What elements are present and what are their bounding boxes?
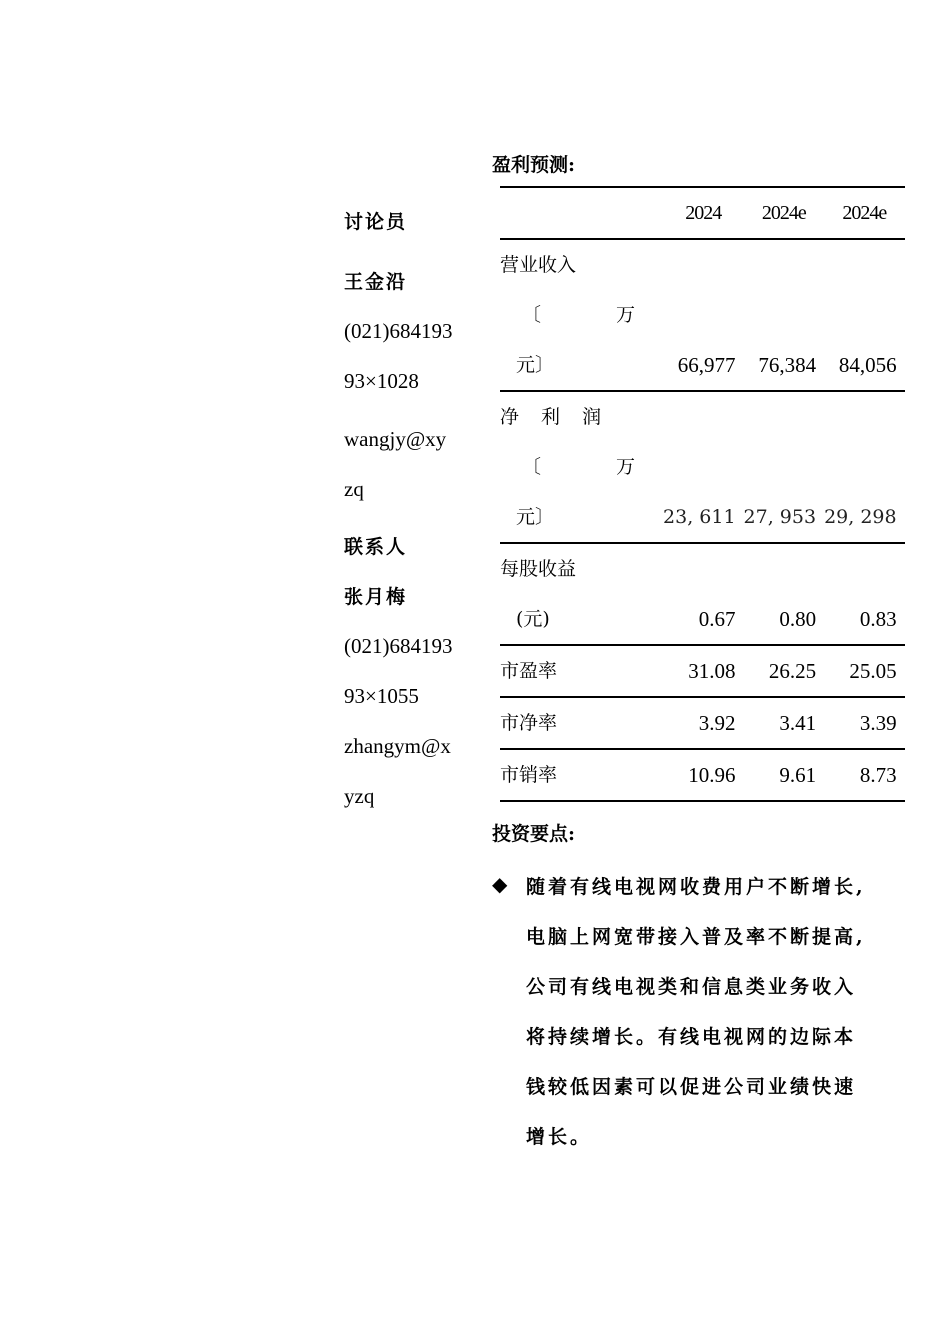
table-cell: 29, 298 xyxy=(824,506,897,528)
row-label xyxy=(500,239,663,391)
table-cell: 3.41 xyxy=(779,711,817,735)
row-label xyxy=(500,749,663,801)
table-header-row xyxy=(500,187,905,239)
row-label-line: (元) xyxy=(516,608,550,630)
table-cell: 10.96 xyxy=(688,763,736,787)
row-label xyxy=(500,391,663,543)
table-cell: 84,056 xyxy=(838,353,897,377)
diamond-bullet-icon: ◆ xyxy=(492,872,508,896)
table-row-ps xyxy=(500,749,905,801)
row-label xyxy=(500,645,663,697)
forecast-title: 盈利预测: xyxy=(492,154,576,176)
header-cell-year: 2024e xyxy=(824,187,905,239)
row-label-line: 营业收入 xyxy=(500,254,577,276)
row-label xyxy=(500,543,663,645)
table-row-revenue xyxy=(500,239,905,391)
row-label-line: 市盈率 xyxy=(500,660,558,682)
table-cell: 27, 953 xyxy=(743,506,817,528)
paragraph-line: 将持续增长。有线电视网的边际本 xyxy=(526,1026,857,1048)
table-cell: 23, 611 xyxy=(663,506,736,528)
contact-email-line-2: yzq xyxy=(344,784,375,808)
header-cell-label xyxy=(500,187,663,239)
table-cell: 0.83 xyxy=(859,607,897,631)
table-cell: 0.80 xyxy=(779,607,817,631)
row-label-line: 〔 万 xyxy=(522,304,664,326)
row-label-line: 元〕 xyxy=(516,354,555,376)
table-cell: 31.08 xyxy=(688,659,736,683)
row-label-line: 每股收益 xyxy=(500,558,577,580)
discussant-email-line-2: zq xyxy=(344,477,364,501)
table-cell: 66,977 xyxy=(677,353,736,377)
header-cell-year: 2024 xyxy=(663,187,744,239)
table-cell: 9.61 xyxy=(779,763,817,787)
table-cell: 3.92 xyxy=(698,711,736,735)
discussant-phone-line-2: 93×1028 xyxy=(344,369,419,393)
table-cell: 0.67 xyxy=(698,607,736,631)
table-cell: 25.05 xyxy=(849,659,897,683)
paragraph-line: 钱较低因素可以促进公司业绩快速 xyxy=(526,1076,857,1098)
paragraph-line: 增长。 xyxy=(526,1126,593,1148)
row-label-line: 净 利 润 xyxy=(500,406,610,428)
row-label-line: 〔 万 xyxy=(522,456,664,478)
header-cell-year: 2024e xyxy=(744,187,825,239)
row-label-line: 元〕 xyxy=(516,506,555,528)
investment-title: 投资要点: xyxy=(492,823,576,845)
contact-name: 张月梅 xyxy=(344,586,408,608)
discussant-name: 王金沿 xyxy=(344,271,408,293)
contact-heading: 联系人 xyxy=(344,536,408,558)
contact-phone-line-1: (021)684193 xyxy=(344,634,453,658)
discussant-email-line-1: wangjy@xy xyxy=(344,427,447,451)
table-cell: 26.25 xyxy=(768,659,817,683)
table-cell: 76,384 xyxy=(758,353,817,377)
paragraph-line: 电脑上网宽带接入普及率不断提高, xyxy=(526,926,866,948)
table-cell: 8.73 xyxy=(859,763,897,787)
paragraph-line: 随着有线电视网收费用户不断增长, xyxy=(526,876,866,898)
row-label-line: 市销率 xyxy=(500,764,558,786)
paragraph-line: 公司有线电视类和信息类业务收入 xyxy=(526,976,857,998)
discussant-heading: 讨论员 xyxy=(344,211,408,233)
contact-email-line-1: zhangym@x xyxy=(344,734,451,758)
contact-phone-line-2: 93×1055 xyxy=(344,684,419,708)
discussant-phone-line-1: (021)684193 xyxy=(344,319,453,343)
table-row-pb xyxy=(500,697,905,749)
table-row-eps xyxy=(500,543,905,645)
row-label-line: 市净率 xyxy=(500,712,558,734)
row-label xyxy=(500,697,663,749)
table-cell: 3.39 xyxy=(859,711,897,735)
table-row-pe xyxy=(500,645,905,697)
table-row-net-profit xyxy=(500,391,905,543)
forecast-table xyxy=(500,186,905,802)
